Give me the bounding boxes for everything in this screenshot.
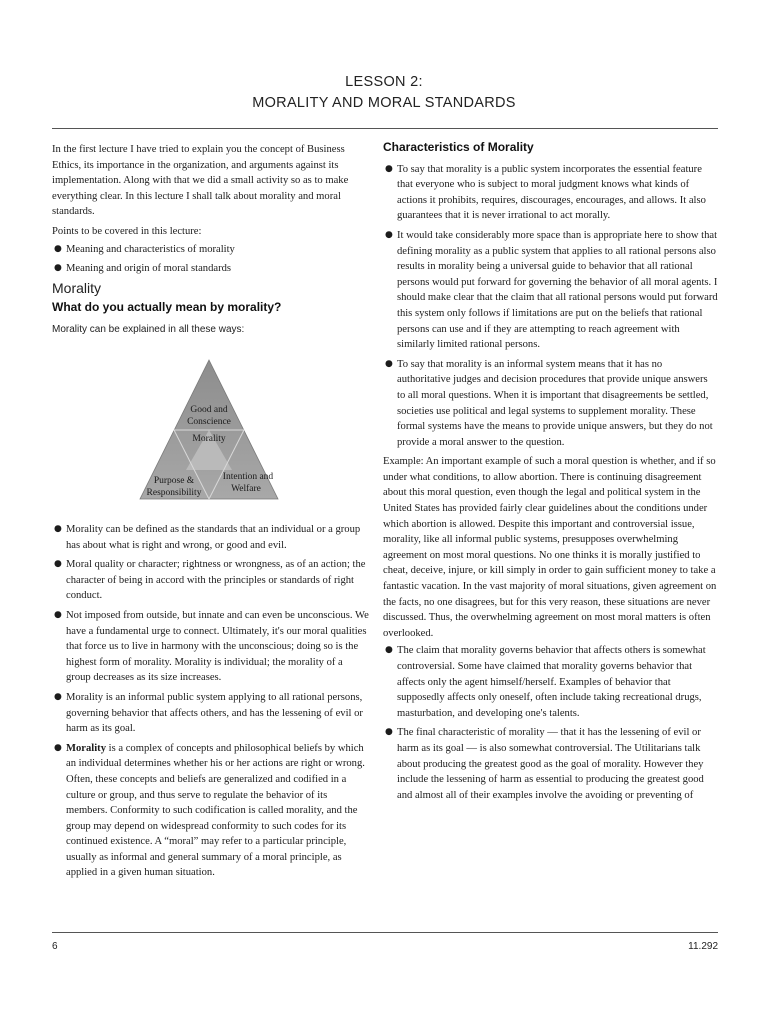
morality-definitions <box>52 520 370 885</box>
bullet-icon: ● <box>54 243 62 254</box>
bold-term: Morality <box>66 742 107 754</box>
bullet-icon: ● <box>385 727 393 738</box>
course-code: 11.292 <box>688 941 718 952</box>
bullet-icon: ● <box>54 691 62 702</box>
list-item: ● Morality is a complex of concepts and philosophical beliefs by which an individual determines whether his or her actions are right or wrong. Often, these concepts and beliefs are generalized and codified in a culture or group, and thus serve to regulate the behavior of its members. Conformity to such codification is called morality, and the group may depend on widespread conformity to such codes for its continued existence. A “moral” may refer to a particular principle, usually as informal and general summary of a moral principle, as applied in a given human situation. <box>54 742 365 879</box>
list-item: ● It would take considerably more space than is appropriate here to show that defining morality as a public system that applies to all rational persons also results in morality being a universal guide to behavior that all rational persons would put forward for governing the behavior of all moral agents. I should make clear that the claim that all rational persons would put forward this system only follows if limitations are put on the beliefs that rational persons can use and if they are attempting to reach agreement with similarly limited rational persons. <box>385 229 718 351</box>
diagram-top-label-2: Conscience <box>187 417 231 427</box>
diagram-caption: Morality can be explained in all these ways: <box>52 323 245 335</box>
list-item: ● Moral quality or character; rightness or wrongness, as of an action; the character of being in accord with the principles or standards of right conduct. <box>54 559 366 602</box>
lesson-title: MORALITY AND MORAL STANDARDS <box>252 95 516 111</box>
list-item: ● Meaning and characteristics of morality <box>52 242 370 258</box>
bullet-icon: ● <box>385 163 393 174</box>
list-item: ● To say that morality is a public system incorporates the essential feature that everyone who is subject to moral judgment knows what kinds of actions it prohibits, requires, discourages, encourages, and allows. It also guarantees that it is never irrational to act morally. <box>385 163 706 222</box>
list-item: ● Morality can be defined as the standards that an individual or a group has about what is right and wrong, or good and evil. <box>54 524 361 551</box>
bullet-icon: ● <box>385 229 393 240</box>
points-label: Points to be covered in this lecture: <box>52 225 202 237</box>
diagram-right-label-2: Welfare <box>231 484 261 494</box>
section-heading: Morality <box>52 279 102 296</box>
bullet-icon: ● <box>385 645 393 656</box>
list-item: ● The claim that morality governs behavior that affects others is somewhat controversial. Some have claimed that morality governs behavior that affects only the agent himself/herself. Examples of behavior that supposedly affects only oneself, often include taking recreational drugs, masturbation, and developing one's talents. <box>385 645 706 719</box>
characteristics-heading: Characteristics of Morality <box>383 140 534 154</box>
bullet-icon: ● <box>54 559 62 570</box>
intro-paragraph: In the first lecture I have tried to explain you the concept of Business Ethics, its importance in the organization, and arguments against its implementation. Along with that we did a small activity so as to make everything clear. In this lecture I shall talk about morality and moral standards. <box>52 144 349 218</box>
list-item: ● To say that morality is an informal system means that it has no authoritative judges and decision procedures that provide unique answers to all moral questions. When it is important that disagreements be settled, societies use political and legal systems to supplement morality. These formal systems have the means to provide unique answers, but they do not provide a moral answer to the question. <box>385 358 713 448</box>
list-item: ● Meaning and origin of moral standards <box>52 261 370 277</box>
lesson-number: LESSON 2: <box>345 74 423 90</box>
bullet-icon: ● <box>54 742 62 753</box>
bullet-icon: ● <box>385 358 393 369</box>
diagram-left-label-1: Purpose & <box>153 476 195 486</box>
right-column <box>383 140 718 807</box>
list-item: ● Morality is an informal public system applying to all rational persons, governing behavior that affects others, and has the lessening of evil or harm as its goal. <box>54 691 363 735</box>
question-heading: What do you actually mean by morality? <box>52 300 282 315</box>
morality-triangle-diagram <box>138 358 280 502</box>
bullet-icon: ● <box>54 524 62 534</box>
footer-rule <box>52 932 718 933</box>
header-rule <box>52 128 718 129</box>
bullet-icon: ● <box>54 609 62 620</box>
list-item: ● The final characteristic of morality — that it has the lessening of evil or harm as its goal — is also somewhat controversial. The Utilitarians talk about producing the greatest good as the goal of morality. However they include the lessening of harm as essential to producing the greatest good and almost all of their examples involve the avoiding or preventing of <box>385 727 704 801</box>
diagram-right-label-1: Intention and <box>222 472 274 482</box>
points-list <box>52 242 370 277</box>
left-column <box>52 142 370 338</box>
bullet-icon: ● <box>54 263 62 274</box>
diagram-left-label-2: Responsibility <box>146 488 202 498</box>
diagram-center-label: Morality <box>192 434 226 444</box>
page-number: 6 <box>52 941 58 952</box>
diagram-top-label-1: Good and <box>190 405 228 415</box>
list-item: ● Not imposed from outside, but innate and can even be unconscious. We have a fundamental urge to connect. Ultimately, it's our moral qualities that force us to live in harmony with the unconscious; doing so is the highest form of morality. Morality is individual; the morality of a group decreases as its size increases. <box>54 609 369 684</box>
example-paragraph: Example: An important example of such a moral question is whether, and if so under what conditions, to allow abortion. There is continuing disagreement about this moral question, even though the legal and political system in the United States has provided fairly clear guidelines about the conditions under which abortion is allowed. Despite this important and controversial issue, morality, like all informal public systems, presupposes overwhelming agreement on most moral questions. No one thinks it is morally justified to cheat, deceive, injure, or kill simply in order to gain sufficient money to take a fantastic vacation. In the vast majority of moral situations, given agreement on the facts, no one disagrees, but for this very reason, these situations are never discussed. Thus, the overwhelming agreement on most moral matters is often overlooked. <box>383 456 717 639</box>
